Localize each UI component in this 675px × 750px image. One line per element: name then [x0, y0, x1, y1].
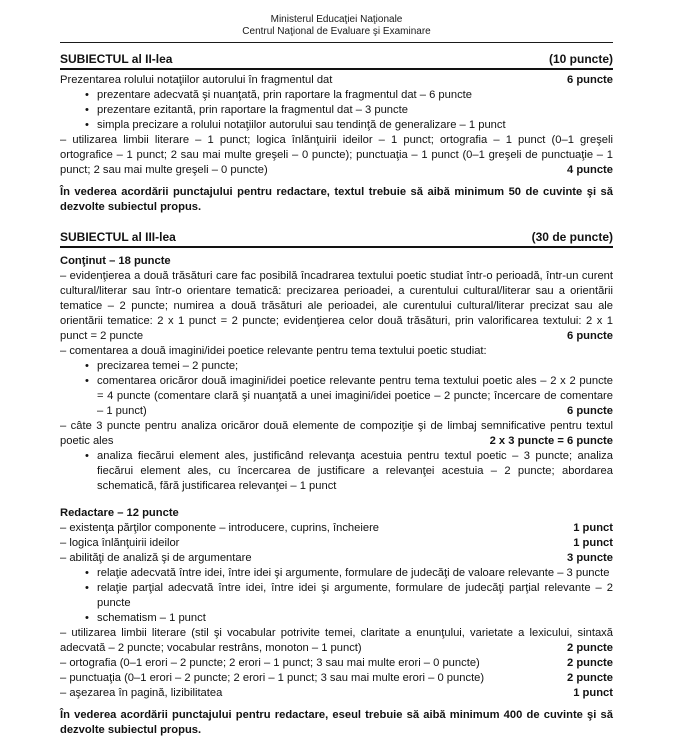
- document-header: [60, 14, 613, 38]
- redactare-item-row: [60, 521, 613, 536]
- content-item-text: – comentarea a două imagini/idei poetice relevante pentru tema textului poetic studiat:: [60, 345, 487, 357]
- redactare-item-row: [60, 671, 613, 686]
- section-2-note: În vederea acordării punctajului pentru redactare, textul trebuie să aibă minimum 50 de cuvinte şi să dezvolte subiectul propus.: [60, 186, 613, 213]
- content-item-row: [60, 419, 613, 449]
- bullet-item: [60, 581, 613, 611]
- lead-points-value: 6 puncte: [559, 73, 613, 88]
- section-3-header: [60, 230, 613, 248]
- redactare-item-text: – existenţa părţilor componente – introducere, cuprins, încheiere: [60, 522, 380, 534]
- section-3-title: SUBIECTUL al III-lea: [60, 230, 176, 244]
- header-divider: [60, 42, 613, 43]
- redactare-item-points: 1 punct: [565, 536, 613, 551]
- redactare-item-points: 1 punct: [565, 686, 613, 701]
- content-item-row: [60, 269, 613, 344]
- redactare-item-text: – abilităţi de analiză şi de argumentare: [60, 552, 252, 564]
- section-2-points: (10 puncte): [548, 52, 613, 66]
- redactare-item-points: 3 puncte: [559, 551, 613, 566]
- bullet-item: [60, 449, 613, 494]
- section-3-note: În vederea acordării punctajului pentru redactare, eseul trebuie să aibă minimum 400 de cuvinte şi să dezvolte subiectul propus.: [60, 709, 613, 736]
- redactare-item-points: 2 puncte: [559, 656, 613, 671]
- redactare-item-points: 2 puncte: [559, 641, 613, 656]
- redactare-item-text: – utilizarea limbii literare (stil şi vocabular potrivite temei, claritate a enunţului, varietate a lexicului, sintaxă adecvată – 2 puncte; vocabular restrâns, monoton – 1 punct): [60, 627, 613, 654]
- bullet-item: [60, 374, 613, 419]
- redactare-item-text: – ortografia (0–1 erori – 2 puncte; 2 erori – 1 punct; 3 sau mai multe erori – 0 puncte): [60, 657, 480, 669]
- bullet-item: [60, 611, 613, 626]
- bullet-text: precizarea temei – 2 puncte;: [97, 360, 239, 372]
- bullet-text: prezentare adecvată şi nuanţată, prin raportare la fragmentul dat – 6 puncte: [97, 89, 473, 101]
- criteria-points-value: 4 puncte: [559, 163, 613, 178]
- bullet-text: prezentare ezitantă, prin raportare la fragmentul dat – 3 puncte: [97, 104, 408, 116]
- redactare-item-text: – logica înlănţuirii ideilor: [60, 537, 180, 549]
- content-heading: Conţinut – 18 puncte: [60, 255, 171, 267]
- redactare-item-text: – aşezarea în pagină, lizibilitatea: [60, 687, 223, 699]
- content-item-text: – evidenţierea a două trăsături care fac posibilă încadrarea textului poetic studiat într-o perioadă, într-un curent cultural/literar sau într-o orientare tematică: precizarea perioadei, a curentului cultural/literar sau a orientării tematice – 2 puncte; numirea a două trăsături ale perioadei, ale curentului cultural/literar precizat sau ale orientării tematice: 2 x 1 punct = 2 puncte; evidenţierea celor două trăsături, prin valorificarea textului: 2 x 1 punct = 2 puncte: [60, 270, 613, 342]
- bullet-text: comentarea oricăror două imagini/idei poetice relevante pentru tema textului poetic ales – 2 x 2 puncte = 4 puncte (comentare clară şi nuanţată a unei imagini/idei poetice – 2 puncte; încercare de comentare – 1 punct): [97, 375, 613, 417]
- bullet-points-value: 6 puncte: [559, 404, 613, 419]
- redactare-heading: Redactare – 12 puncte: [60, 507, 179, 519]
- section-2-title: SUBIECTUL al II-lea: [60, 52, 173, 66]
- bullet-item: [60, 359, 613, 374]
- bullet-text: relaţie adecvată între idei, între idei şi argumente, formulare de judecăţi de valoare relevante – 3 puncte: [97, 567, 610, 579]
- lead-criterion-text: Prezentarea rolului notaţiilor autorului în fragmentul dat: [60, 74, 333, 86]
- section-2-lead-row: [60, 73, 613, 88]
- redactare-item-row: [60, 686, 613, 701]
- content-item-text: – câte 3 puncte pentru analiza oricăror două elemente de compoziţie şi de limbaj semnificative pentru textul poetic ales: [60, 420, 613, 447]
- bullet-item: [60, 103, 613, 118]
- bullet-text: analiza fiecărui element ales, justificând relevanţa acestuia pentru textul poetic – 3 puncte; analiza fiecărui element ales, cu încercarea de justificare a relevanţei acestuia – 2 puncte; abordarea schematică, fără justificarea relevanţei – 1 punct: [97, 450, 613, 492]
- redactare-item-points: 1 punct: [565, 521, 613, 536]
- bullet-text: schematism – 1 punct: [97, 612, 206, 624]
- redactare-item-row: [60, 551, 613, 566]
- center-name: Centrul Naţional de Evaluare şi Examinare: [242, 26, 431, 37]
- redactare-item-row: [60, 536, 613, 551]
- bullet-text: simpla precizare a rolului notaţiilor autorului sau tendinţă de generalizare – 1 punct: [97, 119, 506, 131]
- bullet-item: [60, 118, 613, 133]
- section-2-criteria-row: [60, 133, 613, 178]
- section-2-header: [60, 52, 613, 70]
- redactare-item-row: [60, 656, 613, 671]
- criteria-text: – utilizarea limbii literare – 1 punct; logica înlănţuirii ideilor – 1 punct; ortografia – 1 punct (0–1 greşeli ortografice – 1 punct; 2 sau mai multe greşeli – 0 puncte); punctuaţia – 1 punct (0–1 greşeli de punctuaţie – 1 punct; 2 sau mai multe greşeli – 0 puncte): [60, 134, 613, 176]
- redactare-item-text: – punctuaţia (0–1 erori – 2 puncte; 2 erori – 1 punct; 3 sau mai multe erori – 0 puncte): [60, 672, 485, 684]
- redactare-item-points: 2 puncte: [559, 671, 613, 686]
- section-3-points: (30 de puncte): [531, 230, 613, 244]
- spacer: [60, 494, 613, 506]
- redactare-item-row: [60, 626, 613, 656]
- bullet-item: [60, 566, 613, 581]
- bullet-text: relaţie parţial adecvată între idei, între idei şi argumente, formulare de judecăţi parţial relevante – 2 puncte: [97, 582, 613, 609]
- content-item-points: 6 puncte: [559, 329, 613, 344]
- content-item-points: 2 x 3 puncte = 6 puncte: [482, 434, 613, 449]
- ministry-name: Ministerul Educaţiei Naţionale: [270, 14, 403, 25]
- bullet-item: [60, 88, 613, 103]
- content-item-row: [60, 344, 613, 359]
